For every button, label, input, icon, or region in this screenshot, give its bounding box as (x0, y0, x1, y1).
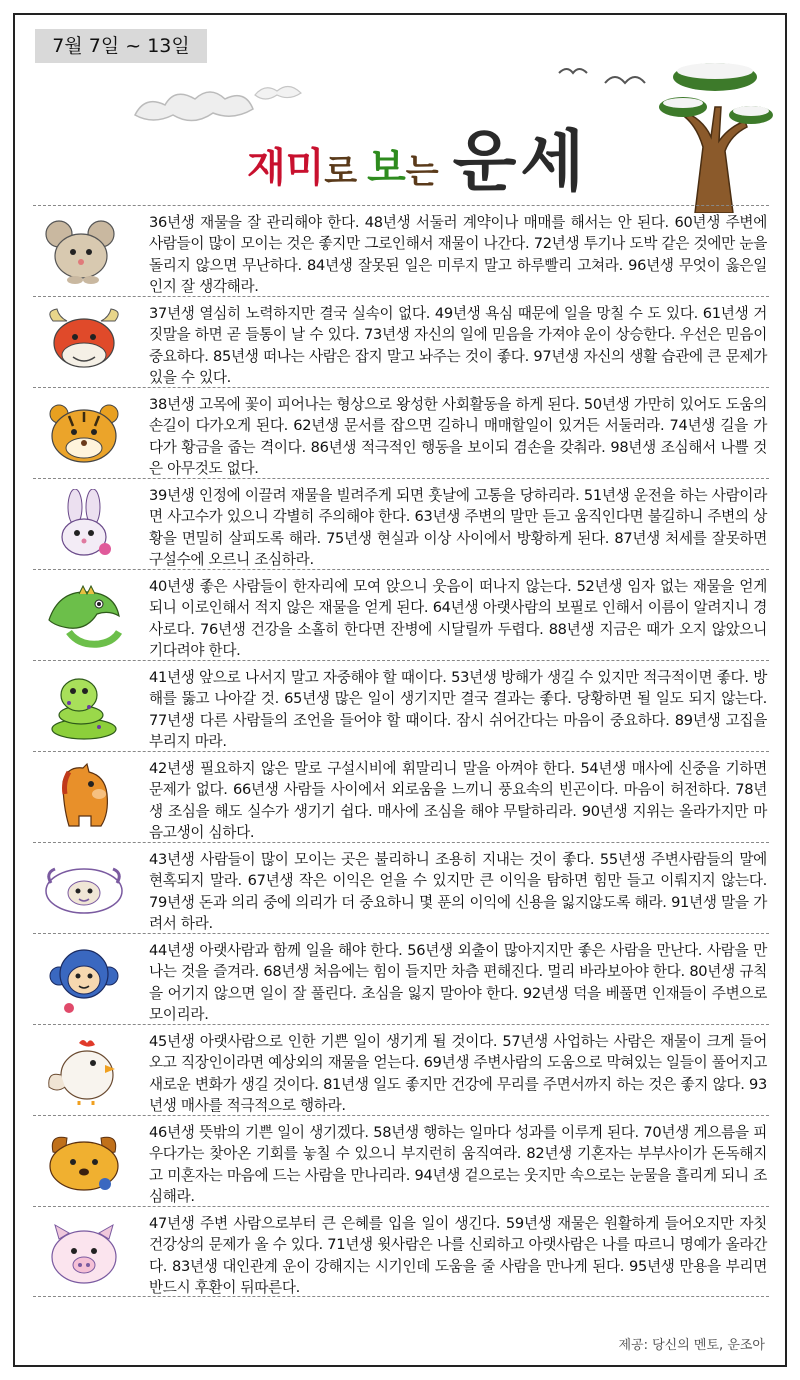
credit-text: 제공: 당신의 멘토, 운조아 (618, 1338, 765, 1353)
page-title (247, 103, 589, 200)
fortune-text: 36년생 재물을 잘 관리해야 한다. 48년생 서둘러 계약이나 매매를 해서는 안 된다. 60년생 주변에 사람들이 많이 모이는 것은 좋지만 그로인해서 재물이 나간다. 72년생 투기나 도박 같은 것에만 눈을 돌리지 않으면 무난하다. 84년생 잘못된 일은 미루지 말고 하루빨리 고쳐라. 96년생 무엇이 옳은일인지 잘 생각해라. (149, 214, 767, 296)
dog-icon (39, 1126, 129, 1198)
fortune-row-horse (33, 751, 769, 842)
fortune-row-snake (33, 660, 769, 751)
tiger-icon (39, 398, 129, 470)
dragon-icon (39, 580, 129, 652)
fortune-row-dragon (33, 569, 769, 660)
monkey-icon (39, 944, 129, 1016)
rooster-icon (39, 1035, 129, 1107)
fortune-row-dog (33, 1115, 769, 1206)
fortune-row-pig (33, 1206, 769, 1297)
sheep-icon (39, 853, 129, 925)
rabbit-icon (39, 489, 129, 561)
fortune-text: 41년생 앞으로 나서지 말고 자중해야 할 때이다. 53년생 방해가 생길 수 있지만 적극적이면 좋다. 방해를 뚫고 나아갈 것. 65년생 많은 일이 생기지만 결국 결과는 좋다. 당황하면 될 일도 되지 않는다. 77년생 다른 사람들의 조언을 들어야 할 때이다. 잠시 쉬어간다는 마음이 중요하다. 89년생 고집을 부리지 마라. (149, 669, 767, 751)
fortune-row-tiger (33, 387, 769, 478)
fortune-text: 42년생 필요하지 않은 말로 구설시비에 휘말리니 말을 아껴야 한다. 54년생 매사에 신중을 기하면 문제가 없다. 66년생 사람들 사이에서 외로움을 느끼니 풍요속의 빈곤이다. 마음이 허전하다. 78년생 조심을 해도 실수가 생기기 쉽다. 매사에 조심을 해야 무탈하리라. 90년생 지위는 올라가지만 마음고생이 심하다. (149, 760, 767, 842)
fortune-text: 47년생 주변 사람으로부터 큰 은혜를 입을 일이 생긴다. 59년생 재물은 원활하게 들어오지만 자칫 건강상의 문제가 올 수 있다. 71년생 윗사람은 나를 신뢰하고 아랫사람은 나를 따르니 명예가 올라간다. 83년생 대인관계 운이 강해지는 시기인데 도움을 줄 사람을 만나게 된다. 95년생 만용을 부리면 반드시 후환이 뒤따른다. (149, 1215, 767, 1297)
fortune-row-monkey (33, 933, 769, 1024)
pig-icon (39, 1217, 129, 1289)
fortune-row-rooster (33, 1024, 769, 1115)
fortune-text: 46년생 뜻밖의 기쁜 일이 생기겠다. 58년생 행하는 일마다 성과를 이루게 된다. 70년생 게으름을 피우다가는 찾아온 기회를 놓칠 수 있으니 부지런히 움직여라. 82년생 기혼자는 부부사이가 돈독해지고 미혼자는 마음에 드는 사람을 만나리라. 94년생 겉으로는 웃지만 속으로는 눈물을 흘리게 되니 조심해라. (149, 1124, 767, 1206)
fortune-row-rat (33, 205, 769, 296)
rat-icon (39, 216, 129, 288)
date-range-badge: 7월 7일 ~ 13일 (35, 29, 207, 63)
ox-icon (39, 307, 129, 379)
fortune-row-sheep (33, 842, 769, 933)
title-part-5: 운세 (452, 122, 589, 200)
fortune-text: 39년생 인정에 이끌려 재물을 빌려주게 되면 훗날에 고통을 당하리라. 51년생 운전을 하는 사람이라면 사고수가 있으니 각별히 주의해야 한다. 63년생 주변의 말만 듣고 움직인다면 불길하니 주변의 상황을 면밀히 살피도록 해라. 75년생 현실과 이상 사이에서 방황하게 된다. 87년생 처세를 잘못하면 구설수에 오르니 조심하라. (149, 487, 767, 569)
fortune-list (33, 205, 769, 1297)
fortune-text: 37년생 열심히 노력하지만 결국 실속이 없다. 49년생 욕심 때문에 일을 망칠 수 도 있다. 61년생 거짓말을 하면 곧 들통이 날 수 있다. 73년생 자신의 일에 믿음을 가져야 운이 상승한다. 우선은 믿음이 중요하다. 85년생 떠나는 사람은 잡지 말고 놔주는 것이 좋다. 97년생 자신의 생활 습관에 큰 문제가 있을 수 있다. (149, 305, 767, 387)
pine-tree-illustration (655, 37, 775, 213)
fortune-text: 40년생 좋은 사람들이 한자리에 모여 앉으니 웃음이 떠나지 않는다. 52년생 임자 없는 재물을 얻게 되니 이로인해서 적지 않은 재물을 얻게 된다. 64년생 아랫사람의 보필로 인해서 이름이 알려지니 경사로다. 76년생 건강을 소홀히 한다면 잔병에 시달릴까 두렵다. 88년생 지금은 때가 오지 않았으니 기다려야 한다. (149, 578, 767, 660)
fortune-text: 44년생 아랫사람과 함께 일을 해야 한다. 56년생 외출이 많아지지만 좋은 사람을 만난다. 사람을 만나는 것을 즐겨라. 68년생 처음에는 힘이 들지만 차츰 편해진다. 멀리 바라보아야 한다. 80년생 규칙을 어기지 않으면 일이 잘 풀린다. 초심을 잃지 말아야 한다. 92년생 덕을 베풀면 인재들이 주변으로 모이리라. (149, 942, 767, 1024)
fortune-text: 43년생 사람들이 많이 모이는 곳은 불리하니 조용히 지내는 것이 좋다. 55년생 주변사람들의 말에 현혹되지 말라. 67년생 작은 이익은 얻을 수 있지만 큰 이익을 탐하면 힘만 들고 이뤄지지 않는다. 79년생 돈과 의리 중에 의리가 더 중요하니 몇 푼의 이익에 신용을 잃지않도록 해라. 91년생 말을 가려서 하라. (149, 851, 767, 933)
snake-icon (39, 671, 129, 743)
fortune-text: 38년생 고목에 꽃이 피어나는 형상으로 왕성한 사회활동을 하게 된다. 50년생 가만히 있어도 도움의 손길이 다가오게 된다. 62년생 문서를 잡으면 길하니 매매할일이 있거든 서둘러라. 74년생 길을 가다가 황금을 줍는 격이다. 86년생 적극적인 행동을 보이되 겸손을 갖춰라. 98년생 조심해서 나쁠 것은 아무것도 없다. (149, 396, 767, 478)
title-part-2: 로 (324, 152, 358, 192)
fortune-row-rabbit (33, 478, 769, 569)
fortune-text: 45년생 아랫사람으로 인한 기쁜 일이 생기게 될 것이다. 57년생 사업하는 사람은 재물이 크게 들어오고 직장인이라면 예상외의 재물을 얻는다. 69년생 주변사람의 도움으로 막혀있는 일들이 풀어지고 새로운 변화가 생길 것이다. 81년생 일도 좋지만 건강에 무리를 주면서까지 하는 것은 좋지 않다. 93년생 매사를 적극적으로 행하라. (149, 1033, 767, 1115)
birds-decoration (555, 53, 665, 93)
fortune-row-ox (33, 296, 769, 387)
fortune-page (13, 13, 787, 1367)
title-part-1: 재미 (247, 145, 325, 191)
title-part-4: 는 (405, 152, 439, 192)
title-part-3: 보 (367, 145, 406, 191)
horse-icon (39, 762, 129, 834)
header (15, 15, 785, 213)
